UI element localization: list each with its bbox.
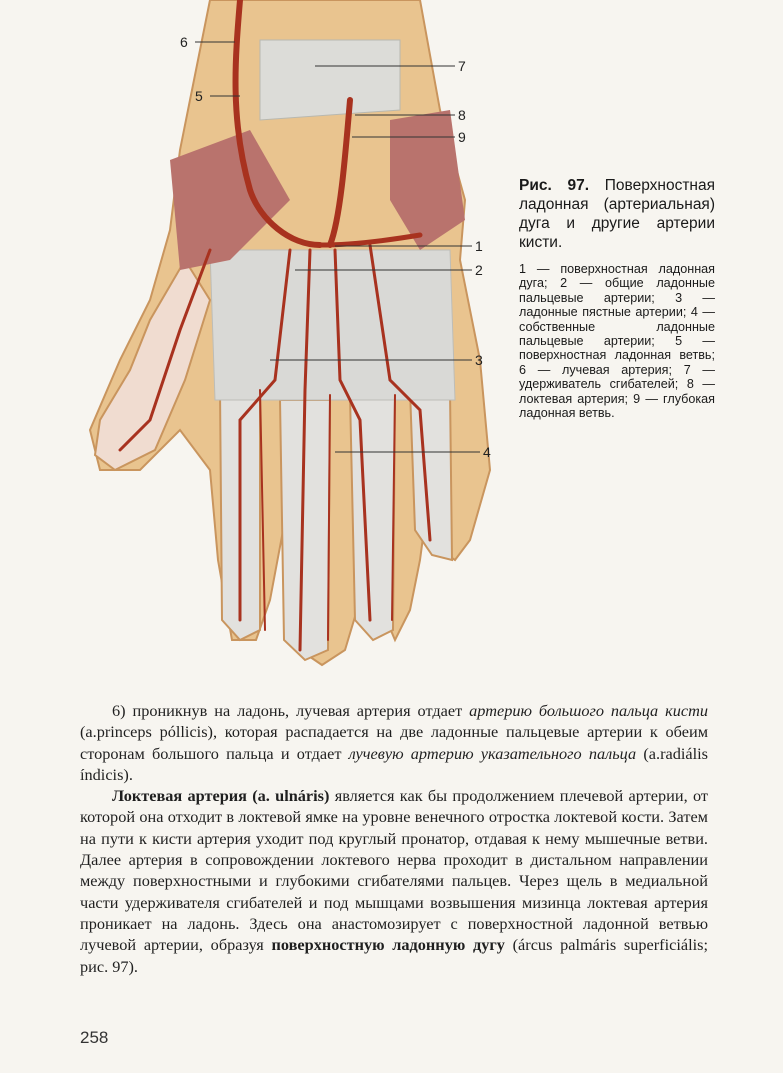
label-1: 1	[475, 238, 483, 254]
body-text	[80, 700, 708, 977]
paragraph-ulnar-artery	[80, 785, 708, 977]
text-span: (a.princeps póllicis), которая распадается на две ладонные пальцевые артерии к обеим сторонам большого пальца и отдает	[80, 722, 708, 763]
label-7: 7	[458, 58, 466, 74]
caption-legend: 1 — поверхностная ладонная дуга; 2 — общие ладонные пальцевые артерии; 3 — ладонные пястные артерии; 4 — собственные ладонные пальцевые артерии; 5 — поверхностная ладонная ветвь; 6 — лучевая артерия; 7 — удерживатель сгибателей; 8 — локтевая артерия; 9 — глубокая ладонная ветвь.	[519, 262, 715, 421]
label-5: 5	[195, 88, 203, 104]
flexor-retinaculum	[260, 40, 400, 120]
label-4: 4	[483, 444, 491, 460]
term-superficial-arch: поверхностную ладонную дугу	[271, 935, 505, 955]
label-8: 8	[458, 107, 466, 123]
term-princeps-pollicis: артерию большого пальца кисти	[469, 701, 708, 720]
label-3: 3	[475, 352, 483, 368]
caption-title	[519, 176, 715, 252]
term-radialis-indicis: лучевую артерию указательного пальца	[348, 743, 637, 763]
caption-title-text: Поверхностная ладонная (артериальная) дуга и другие артерии кисти.	[519, 177, 715, 251]
text-span: (árcus palmáris superficiális; рис. 97).	[80, 935, 708, 976]
page-number: 258	[80, 1028, 109, 1047]
paragraph-radial-artery	[80, 700, 708, 785]
hand-arteries-illustration	[60, 0, 520, 690]
text-span: (a.radiális índicis).	[80, 743, 708, 784]
text-span: является как бы продолжением плечевой артерии, от которой она отходит в локтевой ямке на уровне венечного отростка локтевой кости. Затем на пути к кисти артерия уходит под круглый пронатор, отдавая к нему мышечные ветви. Далее артерия в сопровождении локтевого нерва проходит в дистальном направлении между поверхностными и глубокими сгибателями пальцев. Через щель в медиальной части удерживателя сгибателей и под мышцами возвышения мизинца локтевая артерия проникает на ладонь. Здесь она анастомозирует с поверхностной ладонной ветвью лучевой артерии, образуя	[80, 786, 708, 955]
label-9: 9	[458, 129, 466, 145]
text-span: 6) проникнув на ладонь, лучевая артерия отдает	[112, 701, 470, 720]
figure-caption	[519, 176, 715, 420]
label-6: 6	[180, 34, 188, 50]
figure-reference: Рис. 97.	[519, 177, 590, 194]
term-ulnar-artery: Локтевая артерия (a. ulnáris)	[112, 786, 330, 806]
palm-tendons	[210, 250, 455, 400]
label-2: 2	[475, 262, 483, 278]
